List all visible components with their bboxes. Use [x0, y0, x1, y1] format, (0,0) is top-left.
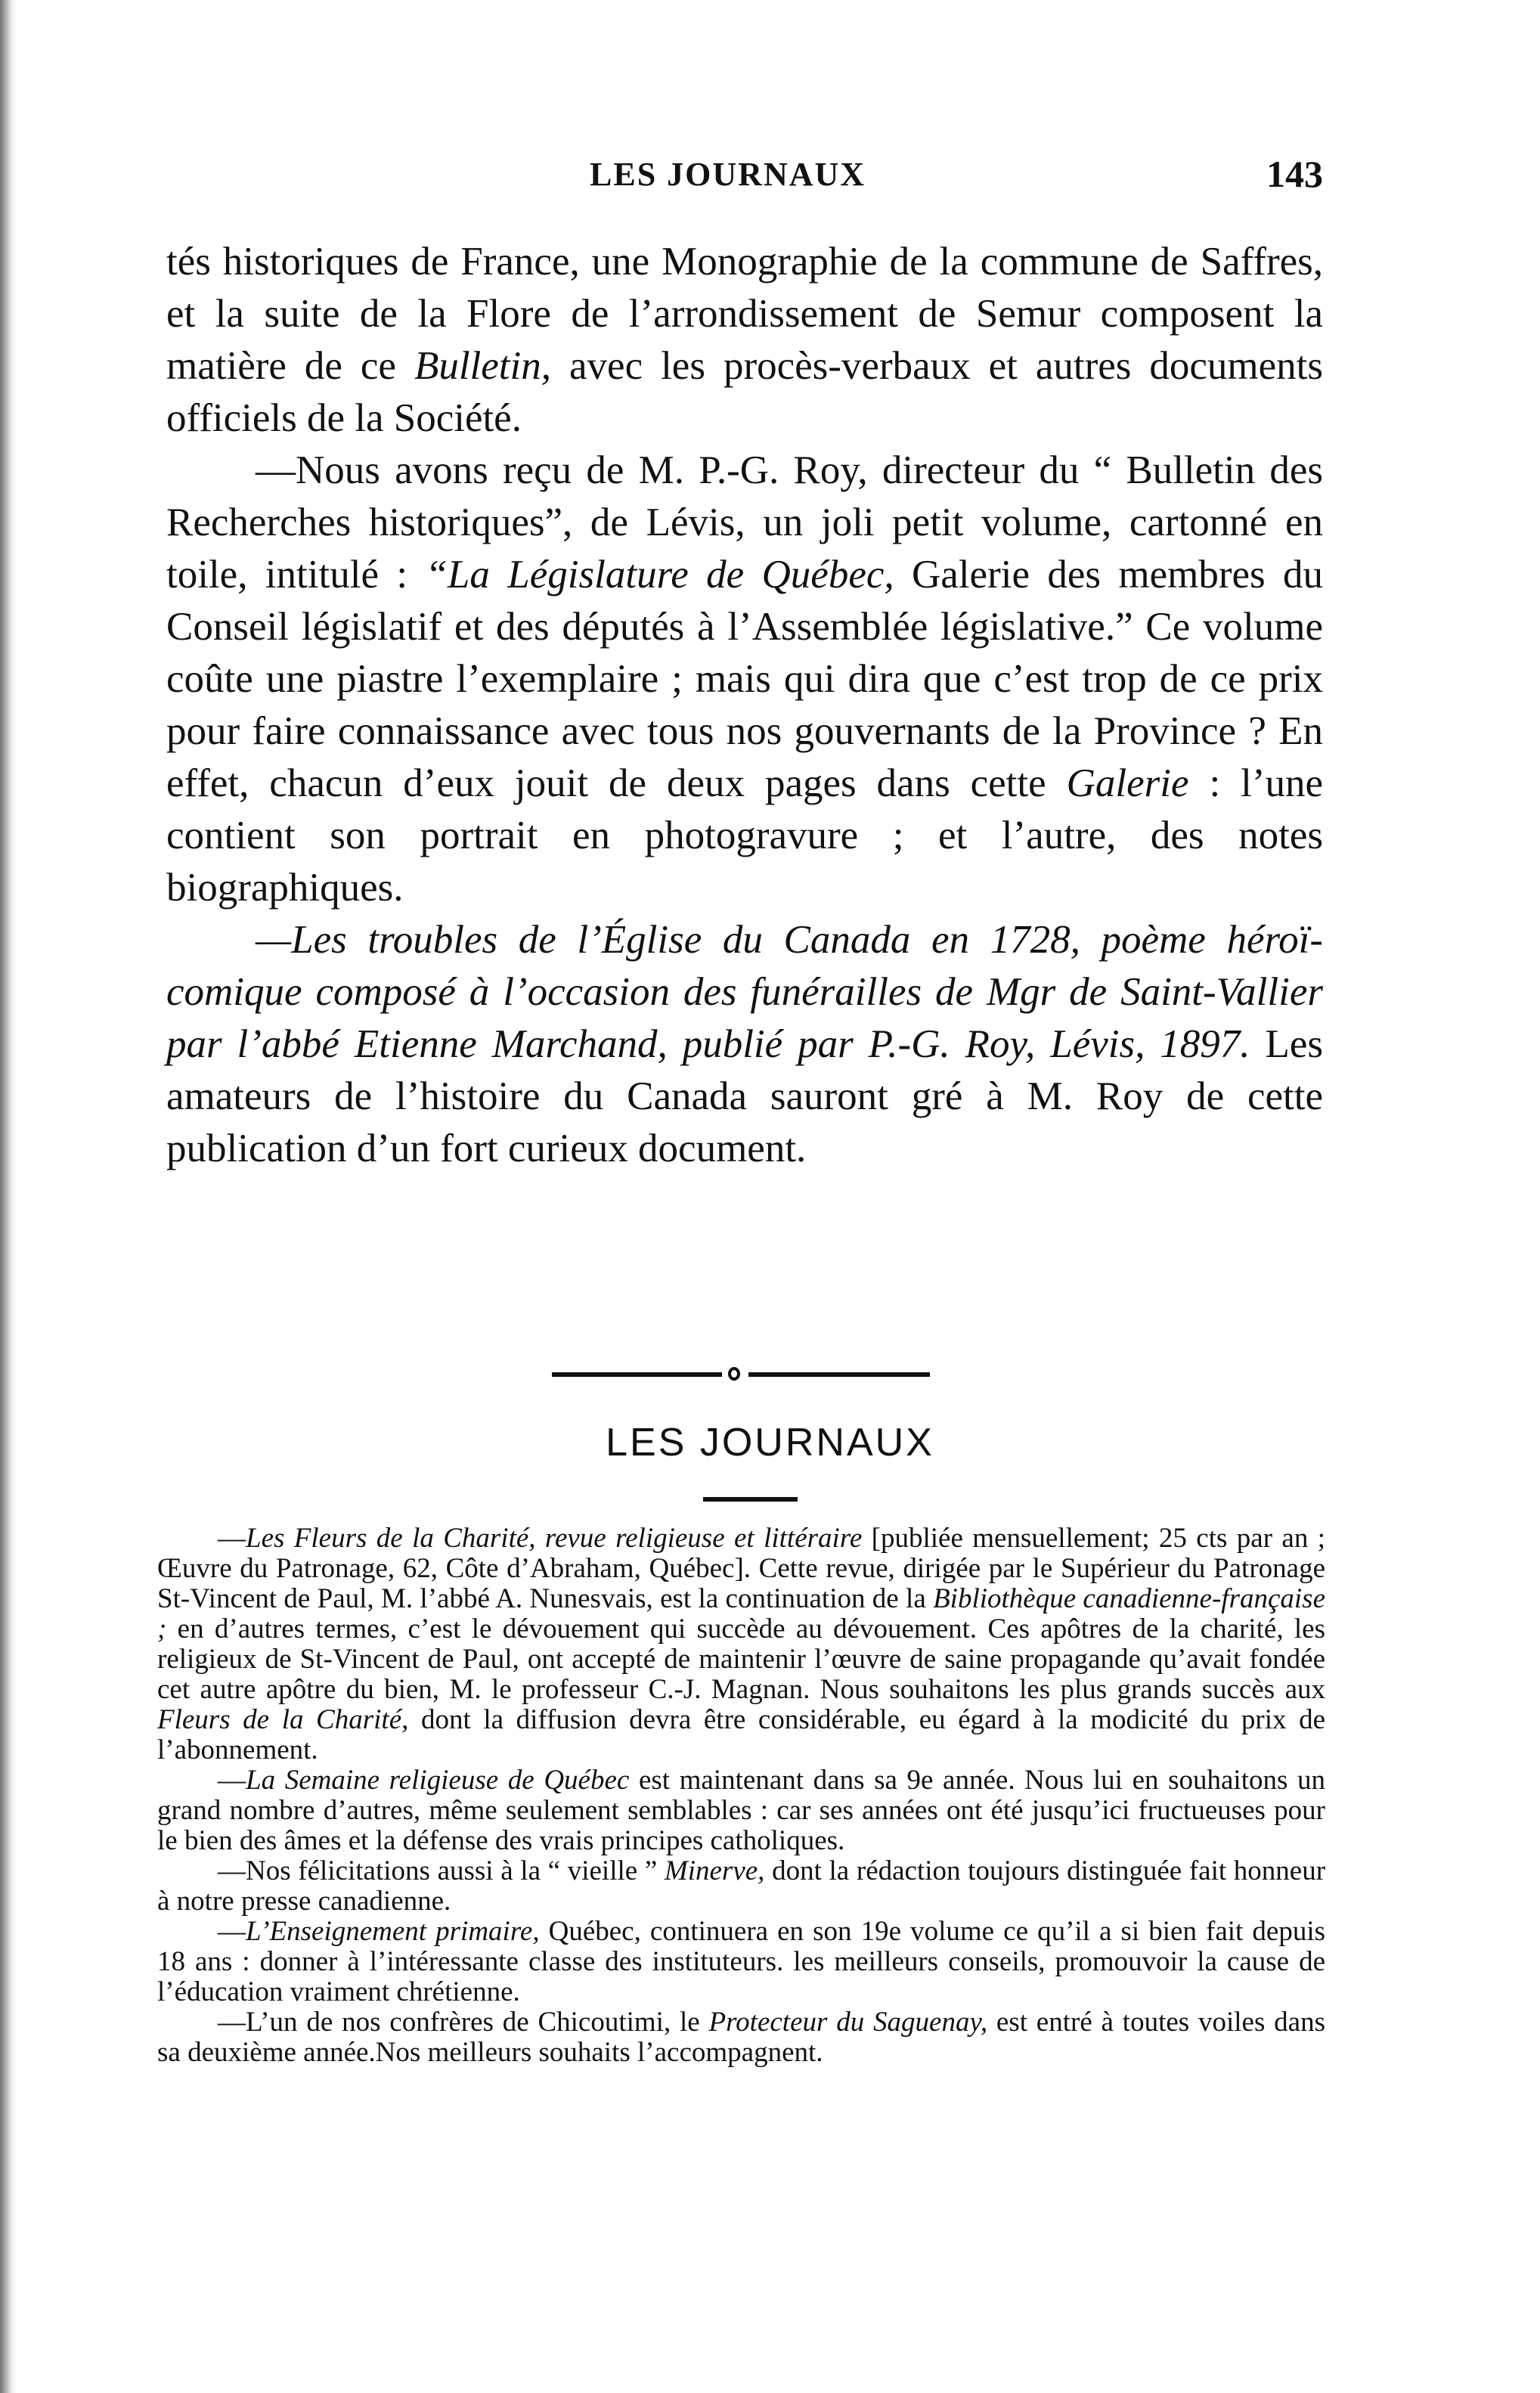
divider-circle: [728, 1367, 740, 1381]
note-text: [publiée mensuellement; 25 cts par an ; Œuvre du Patronage, 62, Côte d’Abraham, Québec]. Cette revue, dirigée par le Supérieur du Patronage St-Vincent de Paul, M. l’abbé A. Nunesvais, est la continuation de la: [157, 1523, 1325, 1614]
note-text: est entré à toutes voiles dans sa deuxième année.Nos meilleurs souhaits l’accompagnent.: [157, 2007, 1326, 2068]
note-paragraph: [157, 2007, 1325, 2068]
note-italic: Protecteur du Saguenay,: [708, 2007, 988, 2038]
main-text: [166, 236, 1323, 1175]
paragraph-italic: “La Législature de Québec,: [425, 553, 894, 597]
note-text: —L’un de nos confrères de Chicoutimi, le: [218, 2007, 700, 2038]
note-text: Québec, continuera en son 19e volume ce qu’il a si bien fait depuis 18 ans : donner à l’intéressante classe des instituteurs. les meilleurs conseils, promouvoir la cause de l’éducation vraiment chrétienne.: [157, 1916, 1326, 2007]
note-paragraph: [157, 1765, 1325, 1856]
note-paragraph: [157, 1856, 1325, 1917]
paragraph-italic: Bulletin,: [414, 344, 552, 388]
note-text: dont la rédaction toujours distinguée fait honneur à notre presse canadienne.: [157, 1855, 1326, 1917]
note-italic: La Semaine religieuse de Québec: [246, 1765, 630, 1796]
paragraph: [166, 914, 1323, 1175]
paragraph: [166, 236, 1323, 445]
note-text: dont la diffusion devra être considérable, eu égard à la modicité du prix de l’abonnement.: [157, 1704, 1326, 1765]
note-italic: Fleurs de la Charité,: [157, 1704, 409, 1735]
paragraph-text: avec les procès-verbaux et autres documents officiels de la Société.: [166, 344, 1324, 440]
paragraph-italic: Galerie: [1066, 761, 1189, 805]
section-title: LES JOURNAUX: [606, 1421, 934, 1465]
note-text: en d’autres termes, c’est le dévouement qui succède au dévouement. Ces apôtres de la charité, les religieux de St-Vincent de Paul, ont accepté de maintenir l’œuvre de saine propagande qu’avait fondée cet autre apôtre du bien, M. le professeur C.-J. Magnan. Nous souhaitons les plus grands succès aux: [157, 1613, 1325, 1705]
paragraph: [166, 445, 1323, 914]
note-paragraph: [157, 1917, 1325, 2007]
note-italic: Minerve,: [664, 1855, 765, 1886]
paragraph-text: : l’une contient son portrait en photogravure ; et l’autre, des notes biographiques.: [166, 761, 1323, 910]
note-italic: Bibliothèque canadienne-française ;: [157, 1583, 1326, 1644]
paragraph-text: Les amateurs de l’histoire du Canada sauront gré à M. Roy de cette publication d’un fort curieux document.: [166, 1022, 1323, 1170]
note-italic: Les Fleurs de la Charité, revue religieuse et littéraire: [246, 1523, 863, 1554]
running-header: [166, 155, 1323, 200]
paragraph-text: —Nous avons reçu de M. P.-G. Roy, directeur du “ Bulletin des Recherches historiques”, de Lévis, un joli petit volume, cartonné en toile, intitulé :: [166, 448, 1323, 597]
paragraph-text: Galerie des membres du Conseil législatif et des députés à l’Assemblée législative.” Ce volume coûte une piastre l’exemplaire ; mais qui dira que c’est trop de ce prix pour faire connaissance avec tous nos gouvernants de la Province ? En effet, chacun d’eux jouit de deux pages dans cette: [166, 553, 1324, 805]
note-paragraph: [157, 1524, 1325, 1765]
running-title: LES JOURNAUX: [590, 156, 866, 193]
note-text: est maintenant dans sa 9e année. Nous lui en souhaitons un grand nombre d’autres, même seulement semblables : car ses années ont été jusqu’ici fructueuses pour le bien des âmes et la défense des vrais principes catholiques.: [157, 1765, 1326, 1856]
section-title-rule: [703, 1497, 798, 1502]
note-italic: L’Enseignement primaire,: [246, 1916, 540, 1947]
note-text: —: [218, 1916, 246, 1947]
note-text: —: [218, 1765, 246, 1796]
paragraph-italic: —Les troubles de l’Église du Canada en 1728, poème héroï-comique composé à l’occasion des funérailles de Mgr de Saint-Vallier par l’abbé Etienne Marchand, publié par P.-G. Roy, Lévis, 1897.: [166, 918, 1323, 1066]
page-number: 143: [1266, 153, 1323, 195]
section-divider-ornament: [552, 1361, 930, 1384]
note-text: —: [218, 1523, 246, 1554]
note-text: —Nos félicitations aussi à la “ vieille ”: [218, 1855, 658, 1886]
journal-notes: [157, 1524, 1325, 2068]
paragraph-text: tés historiques de France, une Monographie de la commune de Saffres, et la suite de la Flore de l’arrondissement de Semur composent la matière de ce: [166, 240, 1323, 388]
divider-rule: [552, 1372, 722, 1377]
page-edge-shadow: [0, 0, 17, 2393]
divider-rule: [748, 1372, 930, 1377]
